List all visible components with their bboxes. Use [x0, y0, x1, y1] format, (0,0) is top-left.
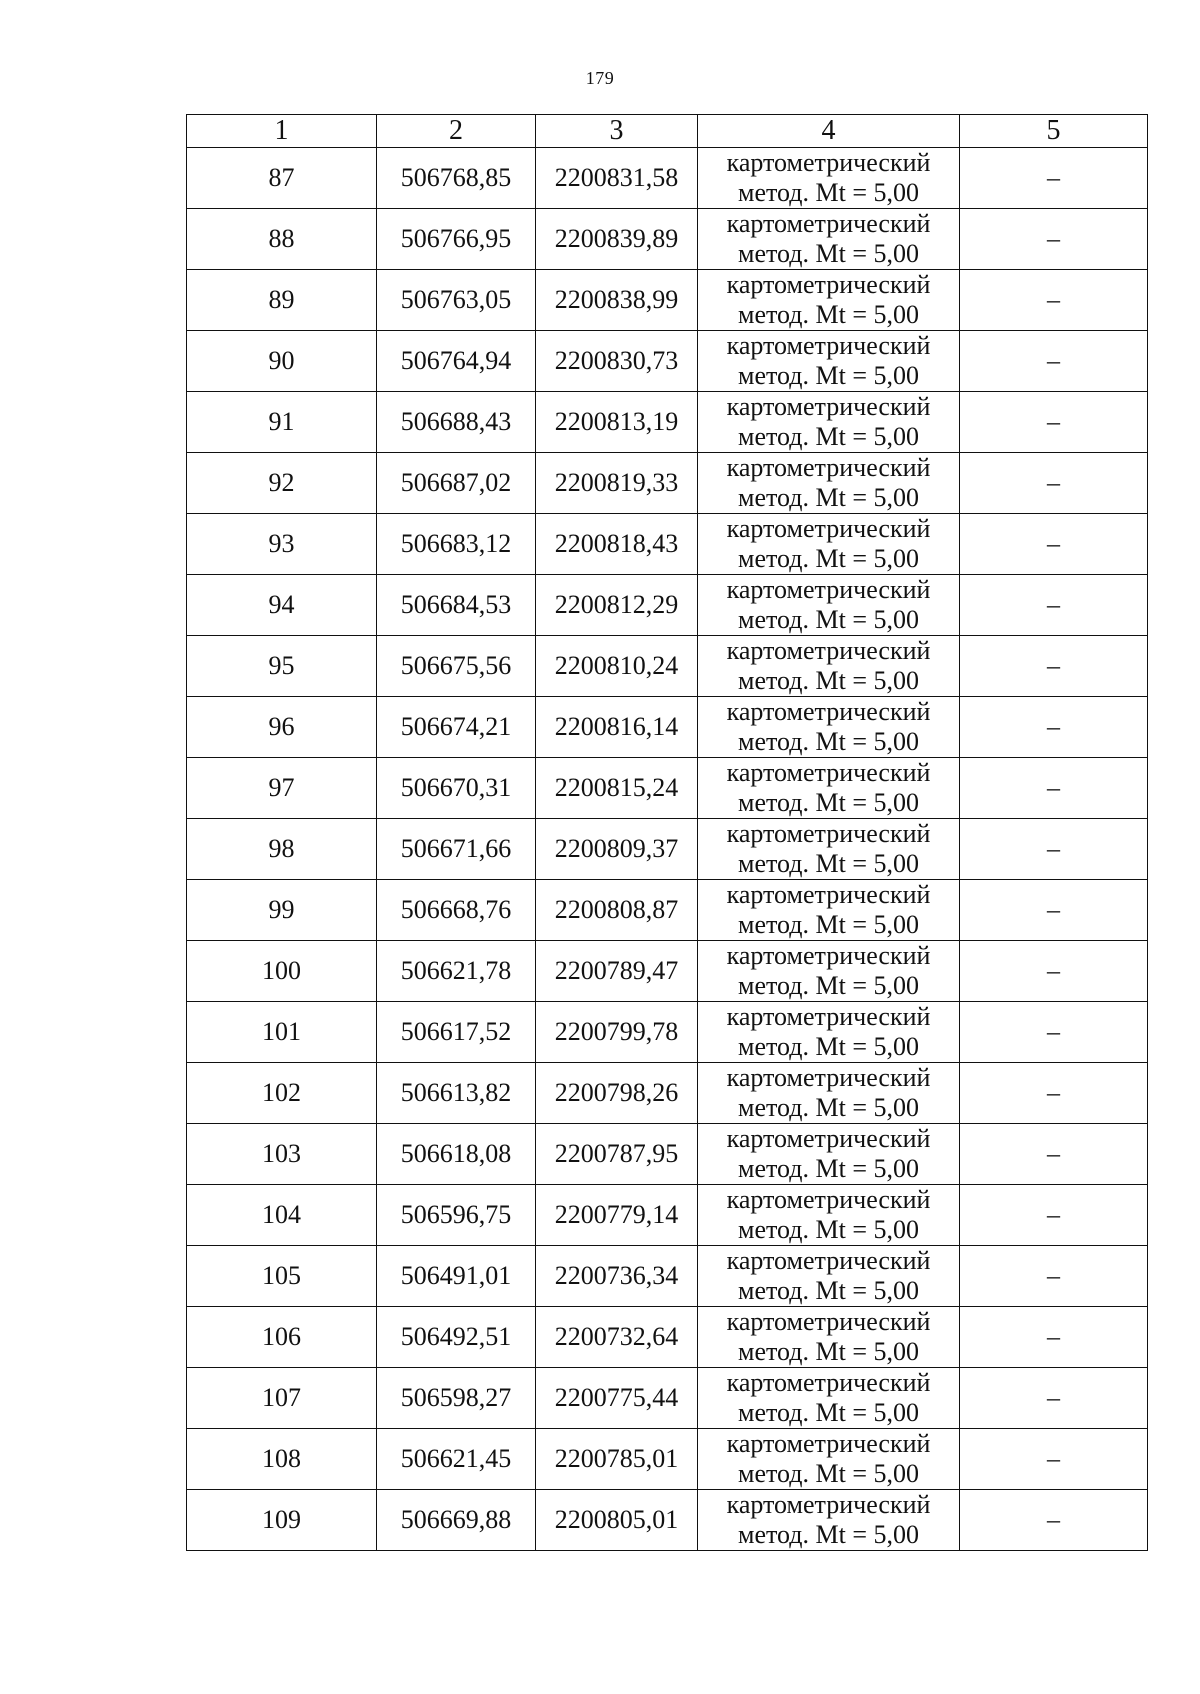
x-coordinate-cell: 506621,45: [377, 1429, 536, 1490]
table-row: [187, 941, 1148, 1002]
method-line-2: метод. Mt = 5,00: [738, 361, 919, 390]
y-coordinate-cell: 2200810,24: [536, 636, 698, 697]
point-number-cell: 95: [187, 636, 377, 697]
method-line-1: картометрический: [726, 1307, 931, 1336]
description-cell: –: [960, 1185, 1148, 1246]
table-row: [187, 1002, 1148, 1063]
method-cell: [698, 880, 960, 941]
method-line-1: картометрический: [726, 1490, 931, 1519]
method-line-1: картометрический: [726, 941, 931, 970]
x-coordinate-cell: 506668,76: [377, 880, 536, 941]
method-line-2: метод. Mt = 5,00: [738, 544, 919, 573]
table-row: [187, 331, 1148, 392]
method-line-2: метод. Mt = 5,00: [738, 1032, 919, 1061]
method-line-1: картометрический: [726, 331, 931, 360]
point-number-cell: 107: [187, 1368, 377, 1429]
table-row: [187, 697, 1148, 758]
header-col-5: 5: [960, 115, 1148, 148]
table-row: [187, 453, 1148, 514]
method-line-2: метод. Mt = 5,00: [738, 910, 919, 939]
description-cell: –: [960, 819, 1148, 880]
method-line-1: картометрический: [726, 1246, 931, 1275]
method-line-1: картометрический: [726, 880, 931, 909]
point-number-cell: 103: [187, 1124, 377, 1185]
method-line-2: метод. Mt = 5,00: [738, 605, 919, 634]
method-cell: [698, 514, 960, 575]
point-number-cell: 89: [187, 270, 377, 331]
page-number: 179: [585, 68, 615, 88]
header-col-3: 3: [536, 115, 698, 148]
method-line-1: картометрический: [726, 1002, 931, 1031]
method-line-1: картометрический: [726, 1185, 931, 1214]
method-line-2: метод. Mt = 5,00: [738, 849, 919, 878]
method-line-2: метод. Mt = 5,00: [738, 422, 919, 451]
y-coordinate-cell: 2200799,78: [536, 1002, 698, 1063]
method-cell: [698, 1063, 960, 1124]
y-coordinate-cell: 2200819,33: [536, 453, 698, 514]
method-line-1: картометрический: [726, 1368, 931, 1397]
y-coordinate-cell: 2200787,95: [536, 1124, 698, 1185]
method-line-1: картометрический: [726, 148, 931, 177]
method-line-1: картометрический: [726, 697, 931, 726]
point-number-cell: 101: [187, 1002, 377, 1063]
y-coordinate-cell: 2200831,58: [536, 148, 698, 209]
method-cell: [698, 1490, 960, 1551]
description-cell: –: [960, 148, 1148, 209]
method-line-2: метод. Mt = 5,00: [738, 239, 919, 268]
y-coordinate-cell: 2200798,26: [536, 1063, 698, 1124]
method-line-1: картометрический: [726, 758, 931, 787]
point-number-cell: 99: [187, 880, 377, 941]
method-line-2: метод. Mt = 5,00: [738, 666, 919, 695]
x-coordinate-cell: 506675,56: [377, 636, 536, 697]
method-cell: [698, 392, 960, 453]
x-coordinate-cell: 506491,01: [377, 1246, 536, 1307]
method-cell: [698, 636, 960, 697]
method-cell: [698, 1124, 960, 1185]
table-row: [187, 1124, 1148, 1185]
y-coordinate-cell: 2200732,64: [536, 1307, 698, 1368]
method-cell: [698, 148, 960, 209]
x-coordinate-cell: 506763,05: [377, 270, 536, 331]
point-number-cell: 87: [187, 148, 377, 209]
y-coordinate-cell: 2200815,24: [536, 758, 698, 819]
description-cell: –: [960, 1063, 1148, 1124]
method-cell: [698, 1368, 960, 1429]
method-line-1: картометрический: [726, 1429, 931, 1458]
description-cell: –: [960, 636, 1148, 697]
coordinates-table: [186, 114, 1148, 1551]
x-coordinate-cell: 506684,53: [377, 575, 536, 636]
method-line-1: картометрический: [726, 453, 931, 482]
description-cell: –: [960, 758, 1148, 819]
y-coordinate-cell: 2200812,29: [536, 575, 698, 636]
method-line-1: картометрический: [726, 575, 931, 604]
method-line-1: картометрический: [726, 514, 931, 543]
header-col-1: 1: [187, 115, 377, 148]
table-row: [187, 1307, 1148, 1368]
x-coordinate-cell: 506621,78: [377, 941, 536, 1002]
method-line-2: метод. Mt = 5,00: [738, 483, 919, 512]
description-cell: –: [960, 1368, 1148, 1429]
x-coordinate-cell: 506688,43: [377, 392, 536, 453]
point-number-cell: 108: [187, 1429, 377, 1490]
y-coordinate-cell: 2200779,14: [536, 1185, 698, 1246]
x-coordinate-cell: 506618,08: [377, 1124, 536, 1185]
y-coordinate-cell: 2200809,37: [536, 819, 698, 880]
x-coordinate-cell: 506671,66: [377, 819, 536, 880]
point-number-cell: 94: [187, 575, 377, 636]
method-cell: [698, 1307, 960, 1368]
description-cell: –: [960, 1490, 1148, 1551]
header-row: [187, 115, 1148, 148]
method-line-2: метод. Mt = 5,00: [738, 1520, 919, 1549]
method-cell: [698, 819, 960, 880]
y-coordinate-cell: 2200775,44: [536, 1368, 698, 1429]
description-cell: –: [960, 1002, 1148, 1063]
table-row: [187, 270, 1148, 331]
table-row: [187, 1185, 1148, 1246]
table-row: [187, 514, 1148, 575]
x-coordinate-cell: 506617,52: [377, 1002, 536, 1063]
x-coordinate-cell: 506674,21: [377, 697, 536, 758]
method-line-2: метод. Mt = 5,00: [738, 788, 919, 817]
point-number-cell: 92: [187, 453, 377, 514]
method-line-2: метод. Mt = 5,00: [738, 1093, 919, 1122]
table-row: [187, 1368, 1148, 1429]
method-line-1: картометрический: [726, 1063, 931, 1092]
y-coordinate-cell: 2200830,73: [536, 331, 698, 392]
method-line-2: метод. Mt = 5,00: [738, 1398, 919, 1427]
table-row: [187, 1063, 1148, 1124]
method-cell: [698, 758, 960, 819]
point-number-cell: 102: [187, 1063, 377, 1124]
method-line-2: метод. Mt = 5,00: [738, 727, 919, 756]
description-cell: –: [960, 575, 1148, 636]
point-number-cell: 106: [187, 1307, 377, 1368]
description-cell: –: [960, 1124, 1148, 1185]
description-cell: –: [960, 270, 1148, 331]
description-cell: –: [960, 331, 1148, 392]
point-number-cell: 105: [187, 1246, 377, 1307]
y-coordinate-cell: 2200789,47: [536, 941, 698, 1002]
point-number-cell: 100: [187, 941, 377, 1002]
table-row: [187, 819, 1148, 880]
y-coordinate-cell: 2200808,87: [536, 880, 698, 941]
method-line-1: картометрический: [726, 1124, 931, 1153]
description-cell: –: [960, 697, 1148, 758]
x-coordinate-cell: 506613,82: [377, 1063, 536, 1124]
x-coordinate-cell: 506670,31: [377, 758, 536, 819]
method-cell: [698, 1185, 960, 1246]
point-number-cell: 98: [187, 819, 377, 880]
method-cell: [698, 941, 960, 1002]
x-coordinate-cell: 506669,88: [377, 1490, 536, 1551]
point-number-cell: 93: [187, 514, 377, 575]
header-col-4: 4: [698, 115, 960, 148]
x-coordinate-cell: 506596,75: [377, 1185, 536, 1246]
table-row: [187, 1490, 1148, 1551]
method-line-1: картометрический: [726, 270, 931, 299]
method-cell: [698, 209, 960, 270]
table-row: [187, 880, 1148, 941]
method-cell: [698, 331, 960, 392]
x-coordinate-cell: 506768,85: [377, 148, 536, 209]
point-number-cell: 88: [187, 209, 377, 270]
table-header: [187, 115, 1148, 148]
table-row: [187, 758, 1148, 819]
description-cell: –: [960, 209, 1148, 270]
header-col-2: 2: [377, 115, 536, 148]
method-cell: [698, 270, 960, 331]
y-coordinate-cell: 2200839,89: [536, 209, 698, 270]
description-cell: –: [960, 514, 1148, 575]
point-number-cell: 97: [187, 758, 377, 819]
method-line-1: картометрический: [726, 209, 931, 238]
method-line-2: метод. Mt = 5,00: [738, 1337, 919, 1366]
table-body: [187, 148, 1148, 1551]
y-coordinate-cell: 2200838,99: [536, 270, 698, 331]
method-line-2: метод. Mt = 5,00: [738, 300, 919, 329]
table-row: [187, 575, 1148, 636]
method-cell: [698, 1002, 960, 1063]
table-row: [187, 636, 1148, 697]
point-number-cell: 109: [187, 1490, 377, 1551]
description-cell: –: [960, 1246, 1148, 1307]
point-number-cell: 96: [187, 697, 377, 758]
method-line-2: метод. Mt = 5,00: [738, 971, 919, 1000]
description-cell: –: [960, 1307, 1148, 1368]
method-line-1: картометрический: [726, 392, 931, 421]
x-coordinate-cell: 506764,94: [377, 331, 536, 392]
y-coordinate-cell: 2200816,14: [536, 697, 698, 758]
y-coordinate-cell: 2200785,01: [536, 1429, 698, 1490]
method-line-2: метод. Mt = 5,00: [738, 178, 919, 207]
x-coordinate-cell: 506687,02: [377, 453, 536, 514]
x-coordinate-cell: 506683,12: [377, 514, 536, 575]
method-line-2: метод. Mt = 5,00: [738, 1276, 919, 1305]
method-cell: [698, 453, 960, 514]
description-cell: –: [960, 453, 1148, 514]
table-row: [187, 209, 1148, 270]
x-coordinate-cell: 506598,27: [377, 1368, 536, 1429]
method-cell: [698, 1429, 960, 1490]
table-row: [187, 1246, 1148, 1307]
point-number-cell: 104: [187, 1185, 377, 1246]
x-coordinate-cell: 506492,51: [377, 1307, 536, 1368]
y-coordinate-cell: 2200805,01: [536, 1490, 698, 1551]
x-coordinate-cell: 506766,95: [377, 209, 536, 270]
table-row: [187, 148, 1148, 209]
method-line-2: метод. Mt = 5,00: [738, 1215, 919, 1244]
description-cell: –: [960, 880, 1148, 941]
table-row: [187, 392, 1148, 453]
point-number-cell: 91: [187, 392, 377, 453]
method-cell: [698, 1246, 960, 1307]
y-coordinate-cell: 2200813,19: [536, 392, 698, 453]
method-line-2: метод. Mt = 5,00: [738, 1459, 919, 1488]
table-row: [187, 1429, 1148, 1490]
method-cell: [698, 575, 960, 636]
method-line-1: картометрический: [726, 819, 931, 848]
description-cell: –: [960, 392, 1148, 453]
description-cell: –: [960, 1429, 1148, 1490]
method-line-1: картометрический: [726, 636, 931, 665]
method-line-2: метод. Mt = 5,00: [738, 1154, 919, 1183]
description-cell: –: [960, 941, 1148, 1002]
y-coordinate-cell: 2200818,43: [536, 514, 698, 575]
point-number-cell: 90: [187, 331, 377, 392]
method-cell: [698, 697, 960, 758]
y-coordinate-cell: 2200736,34: [536, 1246, 698, 1307]
